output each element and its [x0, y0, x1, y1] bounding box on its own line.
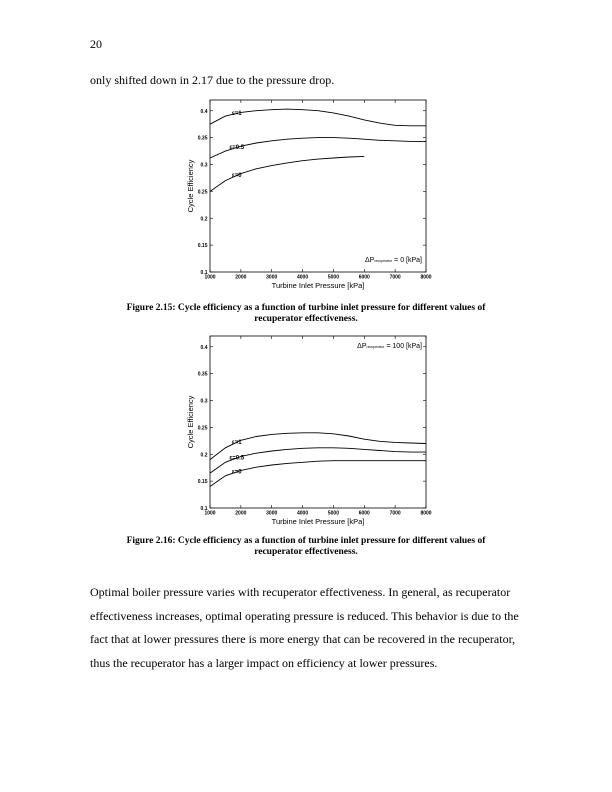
caption-line: recuperator effectiveness.: [254, 547, 358, 557]
figure-2-16-caption: [100, 536, 512, 558]
y-tick-label: 0.3: [200, 162, 208, 169]
figure-2-15-chart: [180, 97, 450, 302]
y-tick-label: 0.3: [200, 398, 208, 405]
series-line-0: [210, 109, 426, 126]
y-tick-label: 0.2: [200, 452, 208, 459]
series-line-2: [210, 461, 426, 487]
x-tick-label: 8000: [420, 510, 432, 517]
y-tick-label: 0.35: [197, 371, 208, 378]
y-axis-label: Cycle Efficiency: [186, 395, 195, 449]
y-tick-label: 0.1: [200, 270, 208, 276]
body-paragraph: [90, 581, 522, 675]
series-label-2: ε=0: [231, 173, 242, 180]
x-tick-label: 4000: [297, 510, 309, 517]
caption-line: recuperator effectiveness.: [254, 314, 358, 324]
x-tick-label: 2000: [235, 510, 247, 517]
x-tick-label: 3000: [266, 274, 278, 281]
x-tick-label: 7000: [389, 510, 401, 517]
series-label-0: ε=1: [231, 439, 242, 446]
x-tick-label: 3000: [266, 510, 278, 517]
pressure-drop-annotation: ΔPrecuperator = 0 [kPa]: [364, 257, 422, 264]
y-tick-label: 0.1: [200, 506, 208, 512]
x-tick-label: 7000: [389, 274, 401, 281]
x-tick-label: 5000: [327, 274, 339, 281]
x-tick-label: 1000: [204, 510, 216, 517]
y-axis-label: Cycle Efficiency: [186, 159, 195, 213]
x-tick-label: 8000: [420, 274, 432, 281]
figure-2-16-chart: [180, 333, 450, 533]
y-tick-label: 0.25: [197, 425, 208, 432]
caption-line: Figure 2.15: Cycle efficiency as a function of turbine inlet pressure for different values of: [126, 303, 486, 313]
series-label-0: ε=1: [231, 111, 242, 118]
y-tick-label: 0.35: [197, 135, 208, 142]
x-tick-label: 6000: [358, 274, 370, 281]
y-tick-label: 0.25: [197, 189, 208, 196]
x-axis-label: Turbine Inlet Pressure [kPa]: [271, 517, 365, 526]
figure-2-15-caption: [100, 303, 512, 325]
paragraph-text: Optimal boiler pressure varies with recuperator effectiveness. In general, as recuperator effectiveness increases, optimal operating pressure is reduced. This behavior is due to the fact that at lower pressures there is more energy that can be recovered in the recuperator, thus the recuperator has a larger impact on efficiency at lower pressures.: [90, 585, 519, 670]
x-axis-label: Turbine Inlet Pressure [kPa]: [271, 281, 365, 290]
series-label-1: ε=0.5: [229, 455, 245, 462]
x-tick-label: 6000: [358, 510, 370, 517]
y-tick-label: 0.2: [200, 216, 208, 223]
x-tick-label: 2000: [235, 274, 247, 281]
x-tick-label: 4000: [297, 274, 309, 281]
plot-frame: [210, 336, 426, 508]
y-tick-label: 0.4: [200, 108, 208, 115]
series-label-2: ε=0: [231, 469, 242, 476]
series-label-1: ε=0.5: [229, 145, 245, 152]
plot-frame: [210, 100, 426, 272]
x-tick-label: 5000: [327, 510, 339, 517]
y-tick-label: 0.15: [197, 243, 208, 250]
caption-line: Figure 2.16: Cycle efficiency as a function of turbine inlet pressure for different values of: [126, 536, 486, 546]
pressure-drop-annotation: ΔPrecuperator = 100 [kPa]: [357, 343, 422, 350]
intro-text: only shifted down in 2.17 due to the pressure drop.: [90, 73, 335, 87]
y-tick-label: 0.4: [200, 344, 208, 351]
y-tick-label: 0.15: [197, 479, 208, 486]
page-number: 20: [90, 37, 102, 51]
x-tick-label: 1000: [204, 274, 216, 281]
